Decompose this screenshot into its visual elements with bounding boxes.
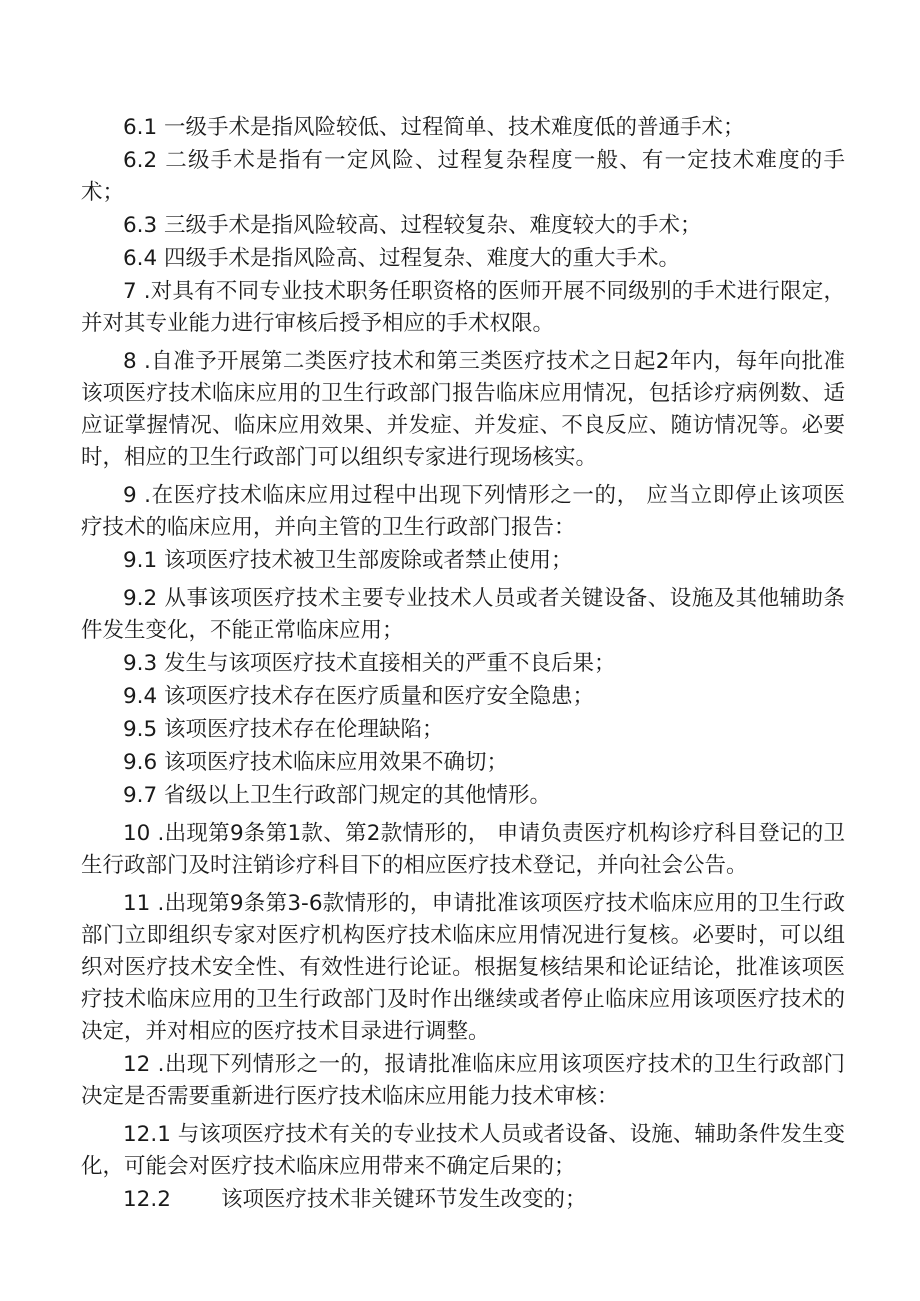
clause-number: 9.3 [123,651,158,676]
clause-number: 8 [123,349,137,374]
clause-text: 四级手术是指风险高、过程复杂、难度大的重大手术。 [164,246,681,271]
clause-text: .出现下列情形之一的，报请批准临床应用该项医疗技术的卫生行政部门决定是否需要重新进行医疗技术临床应用能力技术审核： [81,1052,845,1109]
clause-number: 9.2 [123,586,158,611]
clause-9-1 [81,545,845,577]
clause-6-1 [81,112,845,144]
clause-text: .对具有不同专业技术职务任职资格的医师开展不同级别的手术进行限定，并对其专业能力进行审核后授予相应的手术权限。 [81,279,845,336]
clause-number: 6.4 [123,246,158,271]
clause-7 [81,276,845,340]
clause-text: .出现第9条第3-6款情形的，申请批准该项医疗技术临床应用的卫生行政部门立即组织专家对医疗机构医疗技术临床应用情况进行复核。必要时，可以组织对医疗技术安全性、有效性进行论证。根据复核结果和论证结论，批准该项医疗技术临床应用的卫生行政部门及时作出继续或者停止临床应用该项医疗技术的决定，并对相应的医疗技术目录进行调整。 [81,891,845,1044]
clause-text: .出现第9条第1款、第2款情形的， 申请负责医疗机构诊疗科目登记的卫生行政部门及时注销诊疗科目下的相应医疗技术登记，并向社会公告。 [81,821,845,878]
clause-text: 二级手术是指有一定风险、过程复杂程度一般、有一定技术难度的手术； [81,148,845,205]
document-body [81,112,845,1216]
clause-11 [81,888,845,1048]
clause-10 [81,818,845,882]
clause-12-1 [81,1119,845,1183]
clause-number: 6.3 [123,213,158,238]
clause-number: 9 [123,483,137,508]
clause-text: 该项医疗技术被卫生部废除或者禁止使用； [164,548,573,573]
clause-6-3 [81,210,845,242]
clause-text: .在医疗技术临床应用过程中出现下列情形之一的， 应当立即停止该项医疗技术的临床应用，并向主管的卫生行政部门报告： [81,483,845,540]
clause-9-3 [81,648,845,680]
clause-number: 9.4 [123,684,158,709]
clause-text: 该项医疗技术临床应用效果不确切； [164,750,509,775]
clause-12 [81,1049,845,1113]
clause-text: 与该项医疗技术有关的专业技术人员或者设备、设施、辅助条件发生变化，可能会对医疗技术临床应用带来不确定后果的； [81,1122,845,1179]
clause-9-5 [81,714,845,746]
clause-9 [81,480,845,544]
clause-8 [81,346,845,474]
clause-number: 12.1 [123,1122,171,1147]
clause-6-4 [81,243,845,275]
clause-12-2 [81,1184,845,1216]
clause-9-2 [81,583,845,647]
clause-number: 7 [123,279,137,304]
clause-text: 该项医疗技术非关键环节发生改变的； [221,1187,587,1212]
clause-number: 9.7 [123,783,158,808]
clause-9-6 [81,747,845,779]
clause-number: 6.1 [123,115,158,140]
clause-number: 12.2 [123,1187,171,1212]
clause-number: 9.5 [123,717,158,742]
clause-text: .自准予开展第二类医疗技术和第三类医疗技术之日起2年内，每年向批准该项医疗技术临床应用的卫生行政部门报告临床应用情况，包括诊疗病例数、适应证掌握情况、临床应用效果、并发症、并发症、不良反应、随访情况等。必要时，相应的卫生行政部门可以组织专家进行现场核实。 [81,349,845,470]
clause-number: 11 [123,891,151,916]
clause-number: 9.6 [123,750,158,775]
clause-9-4 [81,681,845,713]
clause-text: 发生与该项医疗技术直接相关的严重不良后果； [164,651,616,676]
clause-6-2 [81,145,845,209]
clause-9-7 [81,780,845,812]
clause-text: 该项医疗技术存在伦理缺陷； [164,717,444,742]
clause-text: 一级手术是指风险较低、过程简单、技术难度低的普通手术； [164,115,745,140]
clause-number: 12 [123,1052,151,1077]
clause-text: 省级以上卫生行政部门规定的其他情形。 [164,783,552,808]
clause-text: 该项医疗技术存在医疗质量和医疗安全隐患； [164,684,595,709]
clause-text: 从事该项医疗技术主要专业技术人员或者关键设备、设施及其他辅助条件发生变化，不能正常临床应用； [81,586,845,643]
clause-text: 三级手术是指风险较高、过程较复杂、难度较大的手术； [164,213,702,238]
clause-number: 6.2 [123,148,158,173]
clause-number: 9.1 [123,548,158,573]
clause-number: 10 [123,821,151,846]
